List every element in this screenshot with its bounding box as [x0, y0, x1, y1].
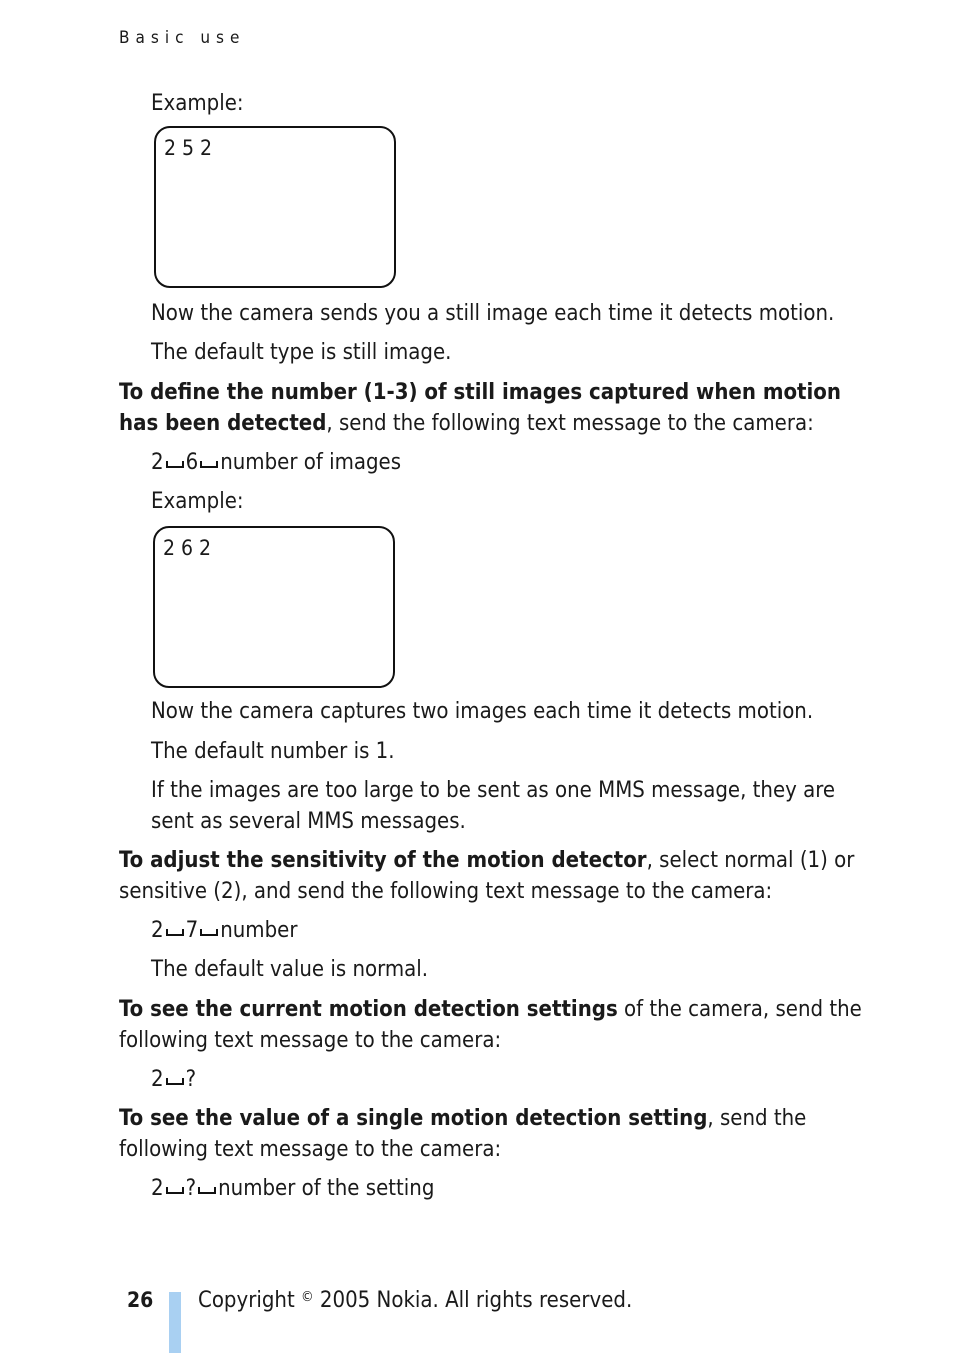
- copyright-text: 2005 Nokia. All rights reserved.: [313, 1288, 633, 1313]
- command-syntax: [151, 1067, 196, 1092]
- command-part: 2: [151, 450, 164, 475]
- instruction-heading: [119, 997, 862, 1022]
- phone-screen-text: 2 5 2: [164, 136, 213, 160]
- space-icon: [200, 929, 218, 936]
- command-part: 2: [151, 918, 164, 943]
- instruction-heading-cont: following text message to the camera:: [119, 1137, 502, 1162]
- example-label: Example:: [151, 91, 244, 116]
- command-part: number: [220, 918, 298, 943]
- instruction-heading-rest: , send the: [707, 1106, 807, 1131]
- instruction-heading-bold: has been detected: [119, 411, 327, 436]
- copyright-text: Copyright: [198, 1288, 301, 1313]
- phone-screen-example-1: [154, 126, 396, 288]
- command-part: number of images: [220, 450, 402, 475]
- result-text: Now the camera captures two images each time it detects motion.: [151, 699, 814, 724]
- command-syntax: [151, 450, 401, 475]
- instruction-heading: [119, 1106, 806, 1131]
- command-part: 6: [185, 450, 199, 475]
- footer-accent-bar: [169, 1292, 181, 1353]
- command-syntax: [151, 918, 297, 943]
- command-part: ?: [185, 1176, 197, 1201]
- note-text: If the images are too large to be sent as one MMS message, they are: [151, 778, 836, 803]
- space-icon: [166, 929, 184, 936]
- note-text-cont: sent as several MMS messages.: [151, 809, 466, 834]
- copyright-notice: [198, 1288, 632, 1313]
- instruction-heading-rest: , select normal (1) or: [646, 848, 855, 873]
- example-label: Example:: [151, 489, 244, 514]
- instruction-heading-rest: , send the following text message to the camera:: [326, 411, 814, 436]
- instruction-heading-bold: To adjust the sensitivity of the motion detector: [119, 848, 647, 873]
- command-part: 2: [151, 1176, 164, 1201]
- space-icon: [198, 1187, 216, 1194]
- phone-screen-text: 2 6 2: [163, 536, 212, 560]
- instruction-heading: [119, 848, 854, 873]
- instruction-heading-bold: To see the value of a single motion detection setting: [119, 1106, 708, 1131]
- command-part: ?: [185, 1067, 197, 1092]
- space-icon: [166, 1187, 184, 1194]
- command-syntax: [151, 1176, 434, 1201]
- instruction-heading-cont: sensitive (2), and send the following text message to the camera:: [119, 879, 773, 904]
- default-text: The default type is still image.: [151, 340, 452, 365]
- phone-screen-example-2: [153, 526, 395, 688]
- instruction-heading-rest: of the camera, send the: [617, 997, 862, 1022]
- copyright-symbol: ©: [301, 1289, 314, 1305]
- default-text: The default number is 1.: [151, 739, 395, 764]
- instruction-heading-cont: [119, 411, 814, 436]
- command-part: 7: [185, 918, 199, 943]
- command-part: number of the setting: [218, 1176, 435, 1201]
- space-icon: [166, 461, 184, 468]
- default-text: The default value is normal.: [151, 957, 429, 982]
- instruction-heading: To define the number (1-3) of still images captured when motion: [119, 380, 841, 405]
- page-number: 26: [127, 1288, 154, 1312]
- instruction-heading-bold: To see the current motion detection settings: [119, 997, 618, 1022]
- result-text: Now the camera sends you a still image each time it detects motion.: [151, 301, 835, 326]
- command-part: 2: [151, 1067, 164, 1092]
- running-header: Basic use: [119, 28, 246, 48]
- space-icon: [200, 461, 218, 468]
- space-icon: [166, 1078, 184, 1085]
- instruction-heading-cont: following text message to the camera:: [119, 1028, 502, 1053]
